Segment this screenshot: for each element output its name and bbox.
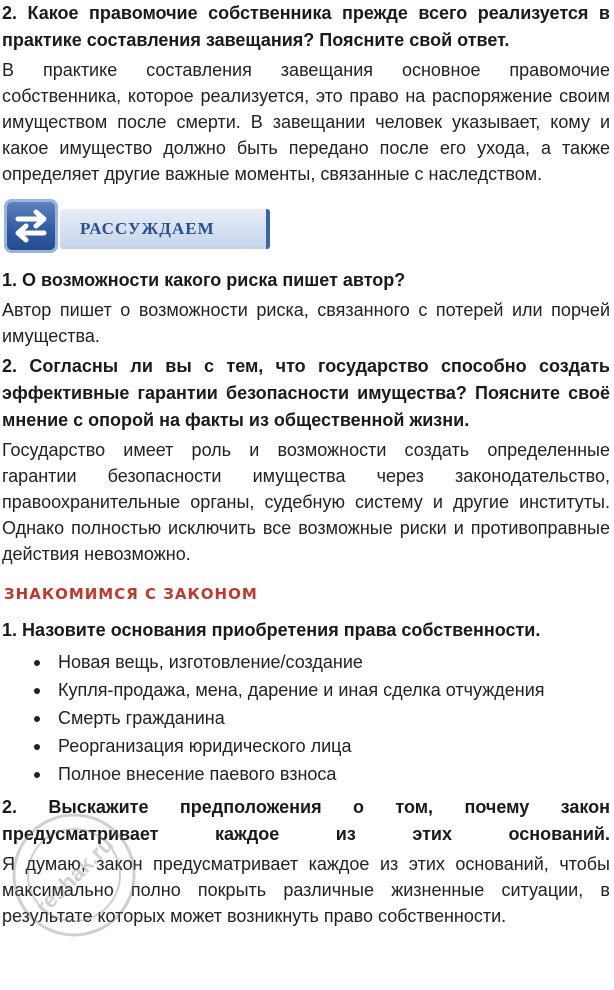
- list-item-text: Новая вещь, изготовление/создание: [58, 652, 363, 672]
- answer-2: Автор пишет о возможности риска, связанного с потерей или порчей имущества.: [2, 300, 610, 346]
- list-item-text: Купля-продажа, мена, дарение и иная сделка отчуждения: [58, 680, 545, 700]
- arrows-exchange-icon: [4, 199, 58, 253]
- bullet-icon: [34, 716, 40, 722]
- question-2: 1. О возможности какого риска пишет автор?: [2, 270, 406, 290]
- bullet-icon: [34, 688, 40, 694]
- question-4: 1. Назовите основания приобретения права собственности.: [2, 620, 541, 640]
- question-1: 2. Какое правомочие собственника прежде всего реализуется в практике составления завещания? Поясните свой ответ.: [2, 3, 610, 50]
- bullet-icon: [34, 660, 40, 666]
- list-item-text: Смерть гражданина: [58, 708, 225, 728]
- list-item-text: Полное внесение паевого взноса: [58, 764, 337, 784]
- svg-text:reshak.ru: reshak.ru: [30, 831, 119, 920]
- answer-1: В практике составления завещания основное правомочие собственника, которое реализуется, это право на распоряжение своим имуществом после смерти. В завещании человек указывает, кому и какое имущество должно быть передано после его ухода, а также определяет другие важные моменты, связанные с наследством.: [2, 60, 610, 184]
- banner-bar: [60, 209, 270, 249]
- list-item: [0, 648, 614, 676]
- banner-label: РАССУЖДАЕМ: [80, 219, 215, 238]
- list-item: [0, 732, 614, 760]
- answer-3: Государство имеет роль и возможности создать определенные гарантии безопасности имущества через законодательство, правоохранительные органы, судебную систему и другие институты. Однако полностью исключить все возможные риски и противоправные действия невозможно.: [2, 440, 610, 564]
- bullet-list: [0, 648, 614, 788]
- bullet-icon: [34, 744, 40, 750]
- section-banner: [0, 199, 270, 259]
- question-5: 2. Выскажите предположения о том, почему закон предусматривает каждое из этих оснований.: [2, 797, 610, 844]
- answer-5: Я думаю, закон предусматривает каждое из этих оснований, чтобы максимально полно покрыть различные жизненные ситуации, в результате которых может возникнуть право собственности.: [2, 854, 610, 926]
- list-item: [0, 676, 614, 704]
- law-heading: ЗНАКОМИМСЯ С ЗАКОНОМ: [4, 585, 258, 603]
- list-item: [0, 760, 614, 788]
- list-item-text: Реорганизация юридического лица: [58, 736, 352, 756]
- bullet-icon: [34, 772, 40, 778]
- list-item: [0, 704, 614, 732]
- question-3: 2. Согласны ли вы с тем, что государство способно создать эффективные гарантии безопасности имущества? Поясните своё мнение с опорой на факты из общественной жизни.: [2, 356, 610, 430]
